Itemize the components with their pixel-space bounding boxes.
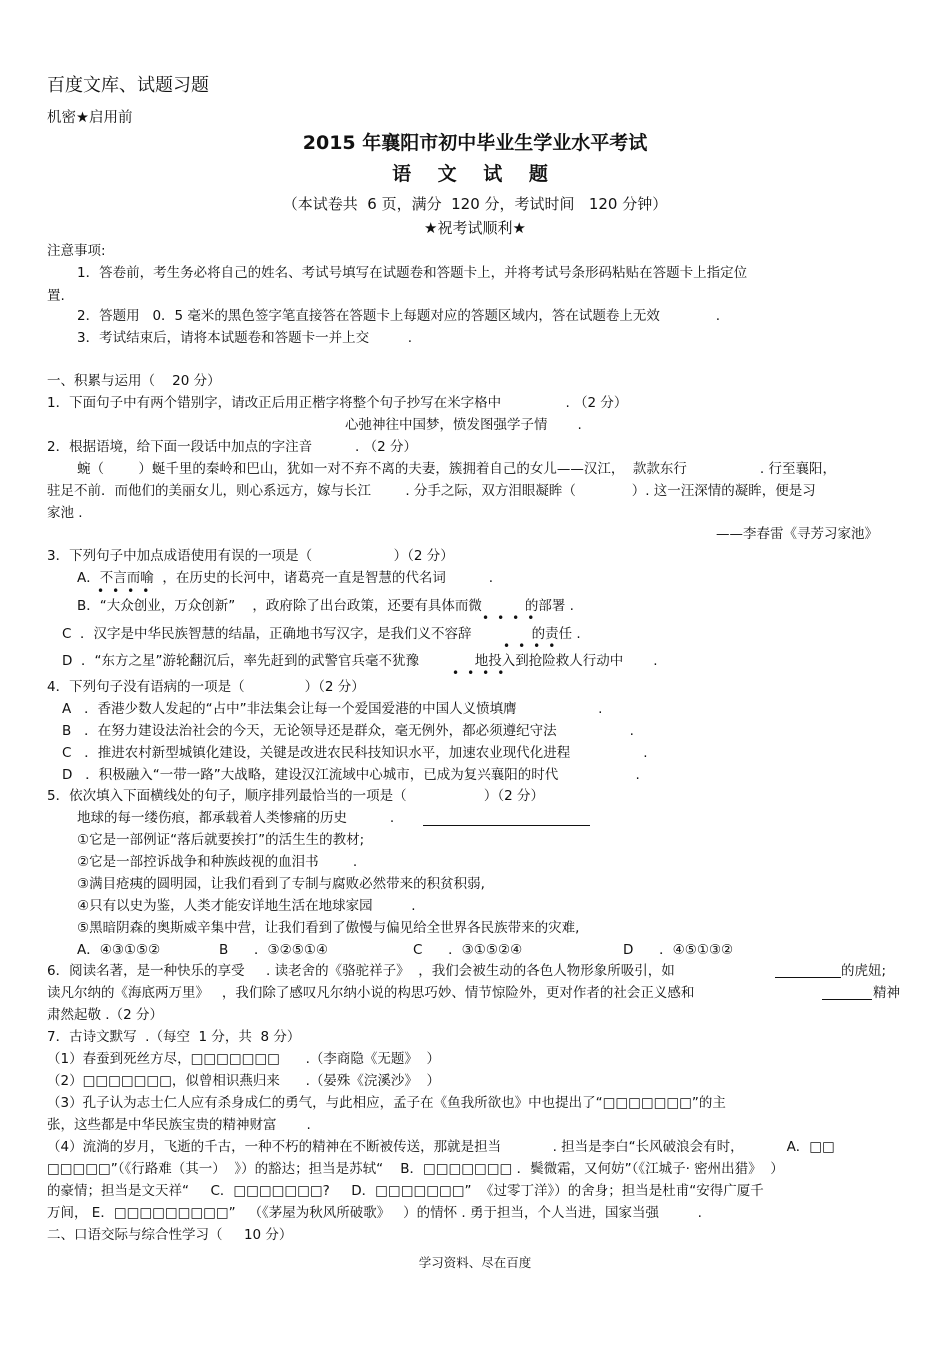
note-3: 3．考试结束后，请将本试题卷和答题卡一并上交 . [77,330,413,346]
question-5-option-c: C ．③①⑤②④ [413,942,523,958]
question-2-para-line2: 驻足不前．而他们的美丽女儿，则心系远方，嫁与长江 . 分手之际，双方泪眼凝眸（ ）. 这一汪深情的凝眸，便是习 [47,483,816,499]
question-6-line1-end: 的虎妞; [841,963,887,979]
question-5-option-a: A．④③①⑤② [77,942,161,958]
question-5-sentence-4: ④只有以史为鉴，人类才能安详地生活在地球家园 . [77,898,416,914]
question-7-item-3: （3）孔子认为志士仁人应有杀身成仁的勇气，与此相应，孟子在《鱼我所欲也》中也提出了“□□□□□□□”的主 [47,1095,726,1111]
question-7-item-1: （1）春蚕到死丝方尽，□□□□□□□ .（李商隐《无题》 ） [47,1051,440,1067]
emphasis-dots: •••• [482,611,543,625]
question-1-sentence: 心弛神往中国梦，愤发图强学子情 . [345,417,582,433]
answer-blank-line [423,824,590,826]
section1-heading: 一、积累与运用（ 20 分） [47,373,221,389]
question-2-source: ——李春雷《寻芳习家池》 [716,526,878,542]
question-3: 3．下列句子中加点成语使用有误的一项是（ ）（2 分） [47,548,454,564]
section2-heading: 二、口语交际与综合性学习（ 10 分） [47,1227,293,1243]
question-6-line1: 6．阅读名著，是一种快乐的享受 . 读老舍的《骆驼祥子》 ，我们会被生动的各色人物形象所吸引，如 [47,963,675,979]
question-5-option-d: D ．④⑤①③② [623,942,734,958]
question-3-option-c: C ．汉字是中华民族智慧的结晶，正确地书写汉字，是我们义不容辞 的责任 . [62,626,581,642]
note-1-cont: 置. [47,288,65,304]
question-7-item-4-line3: 的豪情；担当是文天祥“ C．□□□□□□□? D．□□□□□□□” 《过零丁洋》）的舍身；担当是杜甫“安得广厦千 [47,1183,764,1199]
emphasis-dots: •••• [97,584,158,598]
question-5-option-b: B ．③②⑤①④ [219,942,329,958]
question-5-sentence-2: ②它是一部控诉战争和种族歧视的血泪书 . [77,854,358,870]
subject-title: 语 文 试 题 [392,163,558,185]
question-5-intro: 地球的每一缕伤痕，都承载着人类惨痛的历史 . [77,810,395,826]
question-6-line2: 读凡尔纳的《海底两万里》 ，我们除了感叹凡尔纳小说的构思巧妙、情节惊险外，更对作者的社会正义感和 [47,985,695,1001]
question-4-option-b: B ．在努力建设法治社会的今天，无论领导还是群众，毫无例外，都必须遵纪守法 . [62,723,634,739]
question-4-option-a: A ．香港少数人发起的“占中”非法集会让每一个爱国爱港的中国人义愤填膺 . [62,701,603,717]
confidential-label: 机密★启用前 [47,110,133,126]
question-7-item-4-line2: □□□□□”（《行路难（其一） 》）的豁达；担当是苏轼“ B．□□□□□□□ ．鬓微霜，又何妨”（《江城子· 密州出猎》 ） [47,1161,784,1177]
question-4-option-c: C ．推进农村新型城镇化建设，关键是改进农民科技知识水平，加速农业现代化进程 . [62,745,648,761]
emphasis-dots: •••• [452,666,513,680]
question-7-item-3-cont: 张，这些都是中华民族宝贵的精神财富 . [47,1117,311,1133]
question-4-option-d: D ．积极融入“一带一路”大战略，建设汉江流域中心城市，已成为复兴襄阳的时代 . [62,767,640,783]
question-2-para-line1: 蜿（ ）蜒千里的秦岭和巴山，犹如一对不弃不离的夫妻，簇拥着自己的女儿——汉江， 款款东行 . 行至襄阳， [77,461,836,477]
watermark-text: 百度文库、试题习题 [47,75,209,96]
question-7: 7．古诗文默写 .（每空 1 分，共 8 分） [47,1029,301,1045]
question-5-sentence-5: ⑤黑暗阴森的奥斯威辛集中营，让我们看到了傲慢与偏见给全世界各民族带来的灾难, [77,920,580,936]
question-6-line2-end: 精神 [873,985,900,1001]
wish-text: ★祝考试顺利★ [424,219,526,237]
question-5-sentence-1: ①它是一部例证“落后就要挨打”的活生生的教材; [77,832,365,848]
emphasis-dots: •••• [503,639,564,653]
question-5: 5．依次填入下面横线处的句子，顺序排列最恰当的一项是（ ）（2 分） [47,788,544,804]
note-2: 2．答题用 0．5 毫米的黑色签字笔直接答在答题卡上每题对应的答题区域内，答在试题卷上无效 . [77,308,721,324]
answer-blank-line [822,998,872,1000]
question-3-option-b: B．“大众创业，万众创新” ，政府除了出台政策，还要有具体而微 的部署 . [77,598,574,614]
question-2-para-line3: 家池 . [47,505,83,521]
question-6-line3: 肃然起敬 .（2 分） [47,1007,163,1023]
answer-blank-line [775,976,841,978]
question-7-item-2: （2）□□□□□□□，似曾相识燕归来 .（晏殊《浣溪沙》 ） [47,1073,440,1089]
question-4: 4．下列句子没有语病的一项是（ ）（2 分） [47,679,365,695]
question-3-option-d: D ．“东方之星”游轮翻沉后，率先赶到的武警官兵毫不犹豫 地投入到抢险救人行动中 . [62,653,658,669]
exam-title: 2015 年襄阳市初中毕业生学业水平考试 [302,132,648,154]
question-7-item-4: （4）流淌的岁月，飞逝的千古，一种不朽的精神在不断被传送，那就是担当 . 担当是李白“长风破浪会有时， A．□□ [47,1139,835,1155]
question-3-option-a: A．不言而喻 ，在历史的长河中，诸葛亮一直是智慧的代名词 . [77,570,494,586]
note-1: 1．答卷前，考生务必将自己的姓名、考试号填写在试题卷和答题卡上，并将考试号条形码粘贴在答题卡上指定位 [77,265,748,281]
exam-info: （本试卷共 6 页，满分 120 分，考试时间 120 分钟） [282,195,668,213]
question-5-sentence-3: ③满目疮痍的圆明园，让我们看到了专制与腐败必然带来的积贫积弱, [77,876,485,892]
question-7-item-4-line4: 万间， E．□□□□□□□□□” （《茅屋为秋风所破歌》 ）的情怀 . 勇于担当，个人当进，国家当强 . [47,1205,702,1221]
question-1: 1．下面句子中有两个错别字，请改正后用正楷字将整个句子抄写在米字格中 . （2 分） [47,395,628,411]
notes-heading: 注意事项: [47,243,106,259]
question-2: 2．根据语境，给下面一段话中加点的字注音 . （2 分） [47,439,417,455]
page-footer: 学习资料、尽在百度 [418,1255,532,1270]
